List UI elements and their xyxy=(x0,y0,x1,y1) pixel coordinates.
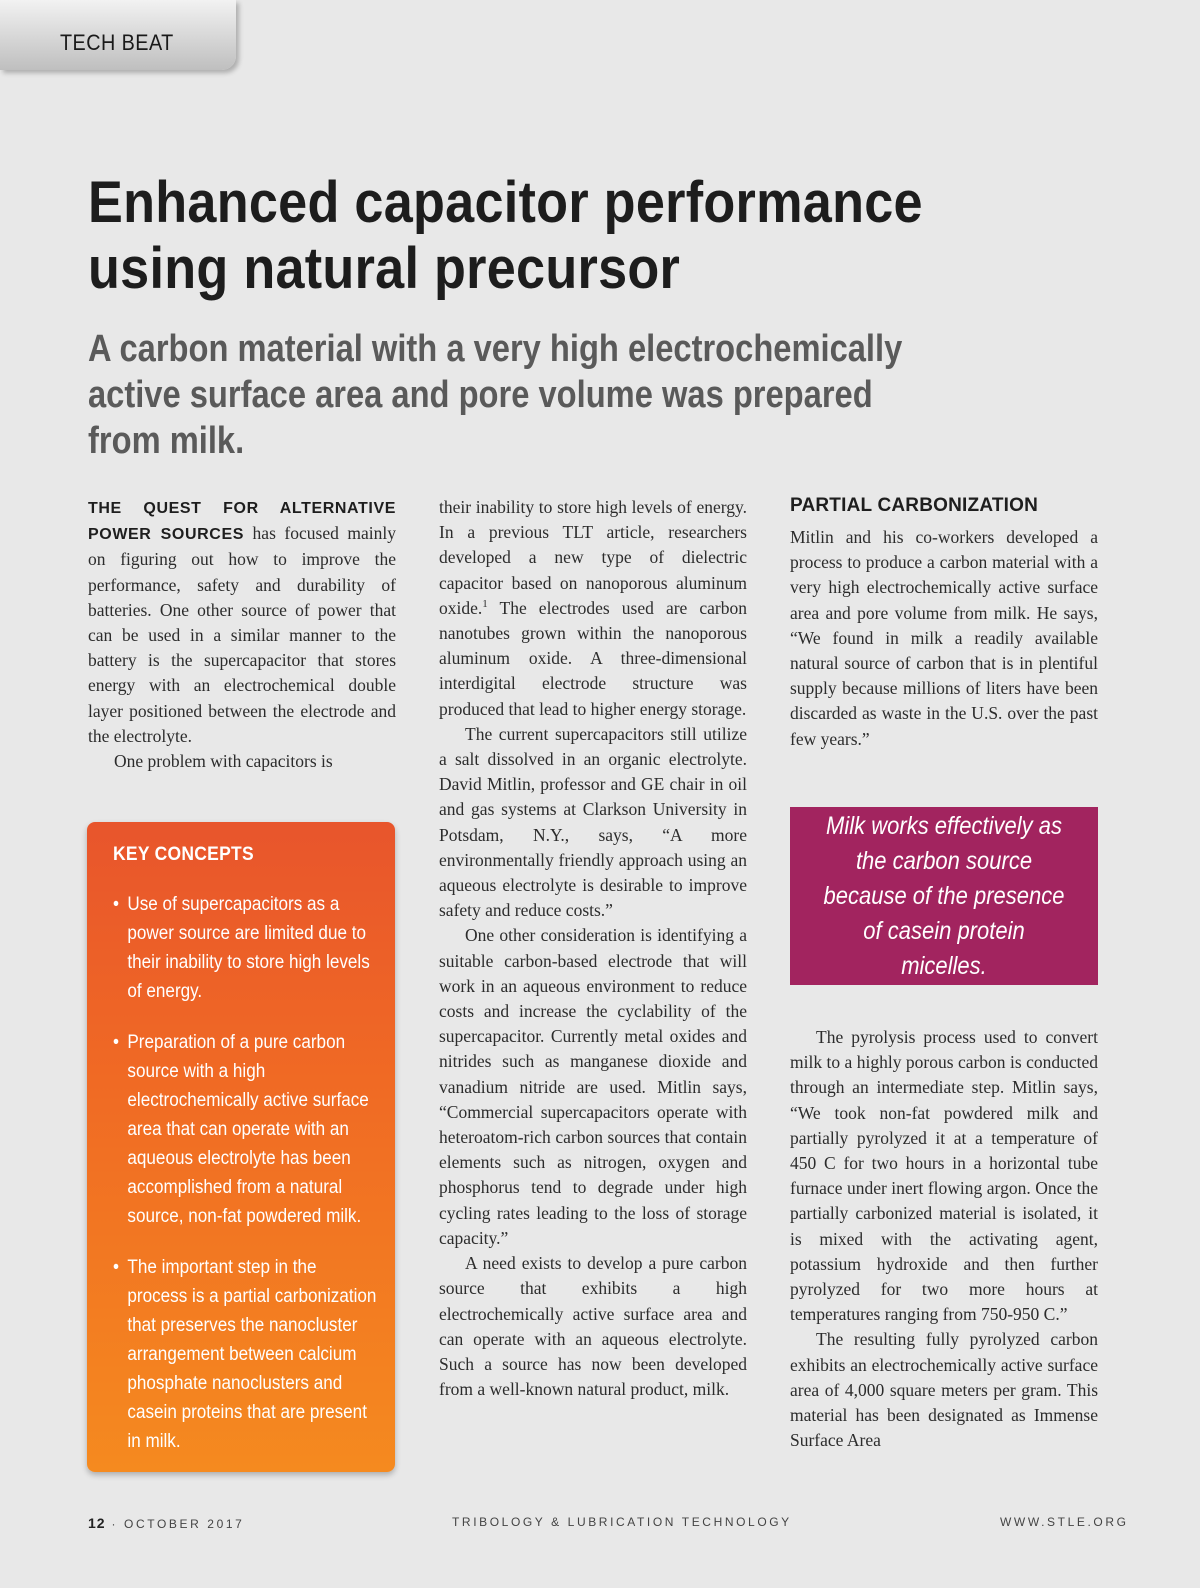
page-number: 12 xyxy=(88,1515,106,1531)
key-concepts-box xyxy=(87,822,395,1472)
paragraph: The resulting fully pyrolyzed carbon exhibits an electrochemically active surface area of 4,000 square meters per gram. This material has been designated as Immense Surface Area xyxy=(790,1329,1098,1451)
footnote-ref: 1 xyxy=(482,597,488,610)
issue-date: OCTOBER 2017 xyxy=(124,1517,245,1531)
magazine-name: TRIBOLOGY & LUBRICATION TECHNOLOGY xyxy=(452,1515,792,1529)
paragraph xyxy=(88,495,396,749)
column-3 xyxy=(790,495,1098,752)
website-link[interactable]: WWW.STLE.ORG xyxy=(1000,1515,1129,1529)
key-concept-item: • The important step in the process is a partial carbonization that preserves the nanocluster arrangement between calcium phosphate nanoclusters and casein proteins that are present in milk. xyxy=(113,1253,379,1456)
paragraph: A need exists to develop a pure carbon source that exhibits a high electrochemically active surface area and can operate with an aqueous electrolyte. Such a source has now been developed from a well-known natural product, milk. xyxy=(439,1253,747,1400)
pull-quote xyxy=(790,807,1098,985)
key-concepts-list xyxy=(113,890,377,1456)
pull-quote-text: Milk works effectively as the carbon source because of the presence of casein protein micelles. xyxy=(823,811,1065,980)
section-heading: PARTIAL CARBONIZATION xyxy=(790,495,1039,516)
section-tab-label: TECH BEAT xyxy=(60,30,174,55)
paragraph: The pyrolysis process used to convert milk to a highly porous carbon is conducted through an intermediate step. Mitlin says, “We took non-fat powdered milk and partially pyrolyzed it at a temperature of 450 C for two hours in a horizontal tube furnace under inert flowing argon. Once the partially carbonized material is isolated, it is mixed with the activating agent, potassium hydroxide and then further pyrolyzed for two more hours at temperatures ranging from 750-950 C.” xyxy=(790,1027,1098,1325)
footer-folio xyxy=(88,1515,244,1531)
paragraph: One other consideration is identifying a suitable carbon-based electrode that will work in an aqueous environment to reduce costs and increase the cyclability of the supercapacitor. Currently metal oxides and nitrides such as manganese dioxide and vanadium nitride are used. Mitlin says, “Commercial supercapacitors operate with heteroatom-rich carbon sources that contain elements such as nitrogen, oxygen and phosphorus tend to degrade under high cycling rates leading to the loss of storage capacity.” xyxy=(439,925,747,1248)
footer-separator: · xyxy=(105,1517,125,1531)
column-3-continued xyxy=(790,1025,1098,1453)
article-title: Enhanced capacitor performance using natural precursor xyxy=(88,170,923,301)
paragraph: Mitlin and his co-workers developed a process to produce a carbon material with a very high electrochemically active surface area and pore volume from milk. He says, “We found in milk a readily available natural source of carbon that is in plentiful supply because millions of liters have been discarded as waste in the U.S. over the past few years.” xyxy=(790,527,1098,749)
key-concepts-heading: KEY CONCEPTS xyxy=(113,844,254,865)
article-subtitle: A carbon material with a very high electrochemically active surface area and pore volume was prepared from milk. xyxy=(88,328,903,462)
paragraph: One problem with capacitors is xyxy=(114,751,333,772)
paragraph-text: The electrodes used are carbon nanotubes grown within the nanoporous aluminum oxide. A three-dimensional interdigital electrode structure was produced that lead to higher energy storage. xyxy=(439,597,747,719)
column-2 xyxy=(439,495,747,1402)
section-tab xyxy=(0,0,236,70)
paragraph-text: their inability to store high levels of energy. In a previous TLT article, researchers developed a new type of dielectric capacitor based on nanoporous aluminum oxide. xyxy=(439,497,747,618)
paragraph xyxy=(439,495,747,722)
lead-in: THE QUEST FOR ALTERNATIVE POWER SOURCES xyxy=(88,500,396,544)
key-concept-item: • Preparation of a pure carbon source with a high electrochemically active surface area that can operate with an aqueous electrolyte has been accomplished from a natural source, non-fat powdered milk. xyxy=(113,1028,379,1231)
key-concept-item: • Use of supercapacitors as a power source are limited due to their inability to store high levels of energy. xyxy=(113,890,379,1006)
column-1 xyxy=(88,495,396,774)
paragraph-text: has focused mainly on figuring out how to improve the performance, safety and durability of batteries. One other source of power that can be used in a similar manner to the battery is the supercapacitor that stores energy with an electrochemical double layer positioned between the electrode and the electrolyte. xyxy=(88,523,396,746)
paragraph: The current supercapacitors still utilize a salt dissolved in an organic electrolyte. David Mitlin, professor and GE chair in oil and gas systems at Clarkson University in Potsdam, N.Y., says, “A more environmentally friendly approach using an aqueous electrolyte is desirable to improve safety and reduce costs.” xyxy=(439,723,747,921)
